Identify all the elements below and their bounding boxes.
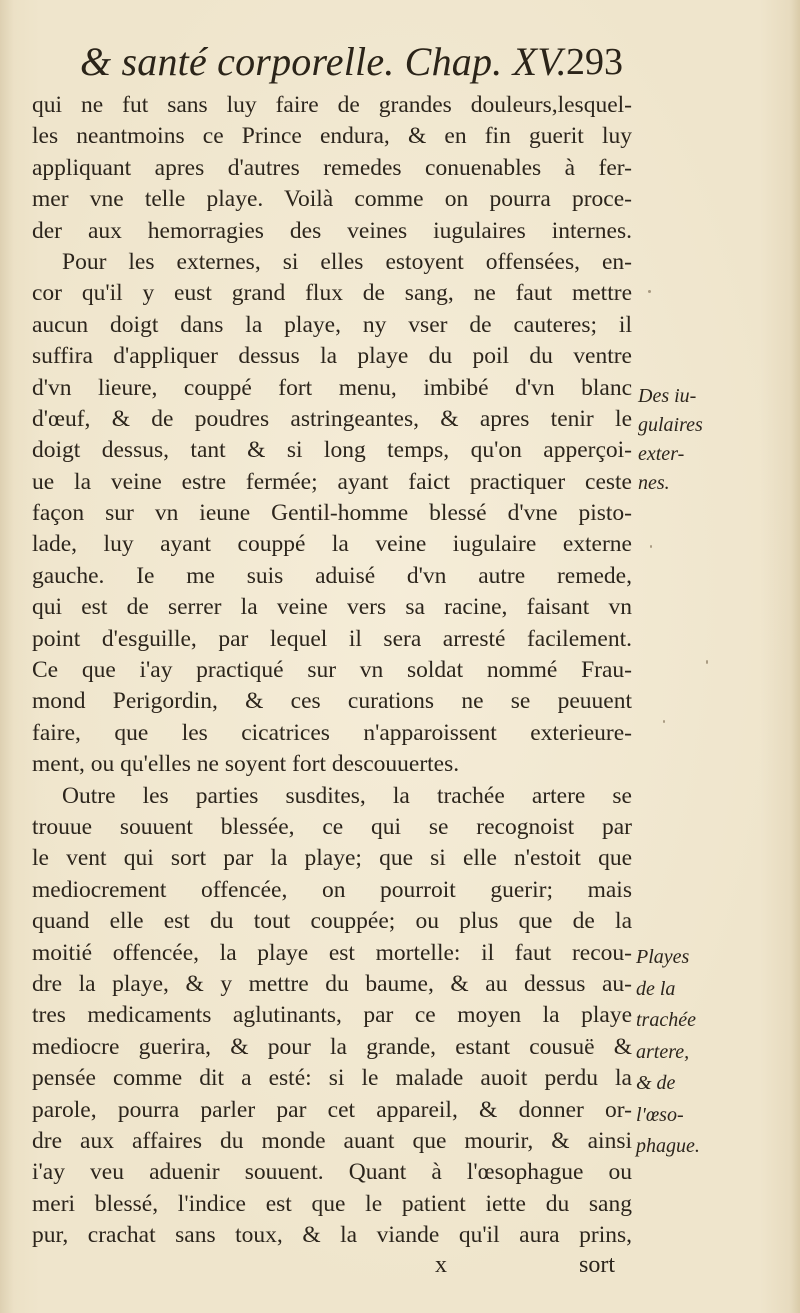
text-line: dre la playe, & y mettre du baume, & au dessus au- — [32, 970, 632, 997]
text-line: qui ne fut sans luy faire de grandes douleurs,lesquel- — [32, 92, 632, 118]
text-line: dre aux affaires du monde auant que mourir, & ainsi — [32, 1127, 632, 1154]
text-line: tres medicaments aglutinants, par ce moyen la playe — [32, 1002, 632, 1029]
text-line: pensée comme dit a esté: si le malade auoit perdu la — [32, 1065, 632, 1092]
text-line: ment, ou qu'elles ne soyent fort descouuertes. — [32, 751, 460, 778]
running-header: & santé corporelle. Chap. XV. — [80, 39, 567, 84]
text-line: cor qu'il y eust grand flux de sang, ne faut mettre — [32, 280, 632, 307]
margin-note-jugulaires — [638, 382, 703, 498]
text-line: pur, crachat sans toux, & la viande qu'il aura prins, — [32, 1222, 632, 1249]
catchword: sort — [579, 1252, 615, 1278]
text-line: façon sur vn ieune Gentil-homme blessé d'vne pisto- — [32, 500, 632, 527]
margin-note-jugulaires-line: nes. — [638, 472, 670, 494]
text-line: appliquant apres d'autres remedes conuenables à fer- — [32, 154, 632, 181]
margin-note-trachee-line: phague. — [636, 1135, 700, 1157]
text-line: moitié offencée, la playe est mortelle: il faut recou- — [32, 939, 632, 966]
text-line: gauche. Ie me suis aduisé d'vn autre remede, — [32, 562, 632, 589]
text-line: lade, luy ayant couppé la veine iugulaire externe — [32, 531, 632, 558]
text-line: suffira d'appliquer dessus la playe du poil du ventre — [32, 343, 632, 370]
text-line: mer vne telle playe. Voilà comme on pourra proce- — [32, 186, 632, 213]
text-line: le vent qui sort par la playe; que si elle n'estoit que — [32, 845, 632, 872]
text-line: quand elle est du tout couppée; ou plus que de la — [32, 908, 632, 935]
text-line: meri blessé, l'indice est que le patient iette du sang — [32, 1190, 632, 1217]
margin-note-jugulaires-line: exter- — [638, 443, 685, 465]
margin-note-trachee-line: & de — [636, 1072, 676, 1094]
page-number: 293 — [566, 41, 623, 83]
margin-note-jugulaires-line: gulaires — [638, 414, 703, 436]
paper-speck — [706, 660, 708, 664]
text-line: d'œuf, & de poudres astringeantes, & apres tenir le — [32, 405, 632, 432]
margin-note-trachee-line: trachée — [636, 1009, 696, 1031]
text-line: Outre les parties susdites, la trachée artere se — [62, 782, 632, 809]
text-line: mediocre guerira, & pour la grande, estant cousuë & — [32, 1033, 632, 1060]
margin-note-trachee-line: l'œso- — [636, 1103, 684, 1126]
text-line: d'vn lieure, couppé fort menu, imbibé d'vn blanc — [32, 374, 632, 401]
text-line: qui est de serrer la veine vers sa racine, faisant vn — [32, 594, 632, 621]
paper-speck — [648, 290, 651, 293]
text-line: Ce que i'ay practiqué sur vn soldat nommé Frau- — [32, 657, 632, 684]
paper-speck — [650, 545, 652, 548]
text-line: i'ay veu aduenir souuent. Quant à l'œsophague ou — [32, 1159, 632, 1186]
text-line: der aux hemorragies des veines iugulaires internes. — [32, 217, 632, 244]
signature-mark: x — [435, 1252, 447, 1278]
text-line: aucun doigt dans la playe, ny vser de cauteres; il — [32, 311, 632, 338]
margin-note-trachee — [636, 942, 700, 1163]
text-line: mond Perigordin, & ces curations ne se peuuent — [32, 688, 632, 715]
text-line: trouue souuent blessée, ce qui se recognoist par — [32, 813, 632, 840]
text-line: parole, pourra parler par cet appareil, & donner or- — [32, 1096, 632, 1123]
margin-note-trachee-line: de la — [636, 977, 676, 1000]
text-line: les neantmoins ce Prince endura, & en fin guerit luy — [32, 123, 632, 150]
margin-note-jugulaires-line: Des iu- — [638, 385, 697, 407]
margin-note-trachee-line: artere, — [636, 1040, 690, 1063]
text-line: Pour les externes, si elles estoyent offensées, en- — [62, 248, 632, 275]
body-text — [32, 90, 632, 1251]
text-line: faire, que les cicatrices n'apparoissent exterieure- — [32, 719, 632, 746]
paper-speck — [663, 720, 665, 723]
margin-note-trachee-line: Playes — [636, 946, 690, 968]
text-line: mediocrement offencée, on pourroit guerir; mais — [32, 876, 632, 903]
text-line: doigt dessus, tant & si long temps, qu'on apperçoi- — [32, 437, 632, 464]
text-line: point d'esguille, par lequel il sera arresté facilement. — [32, 625, 632, 652]
text-line: ue la veine estre fermée; ayant faict practiquer ceste — [32, 468, 632, 495]
